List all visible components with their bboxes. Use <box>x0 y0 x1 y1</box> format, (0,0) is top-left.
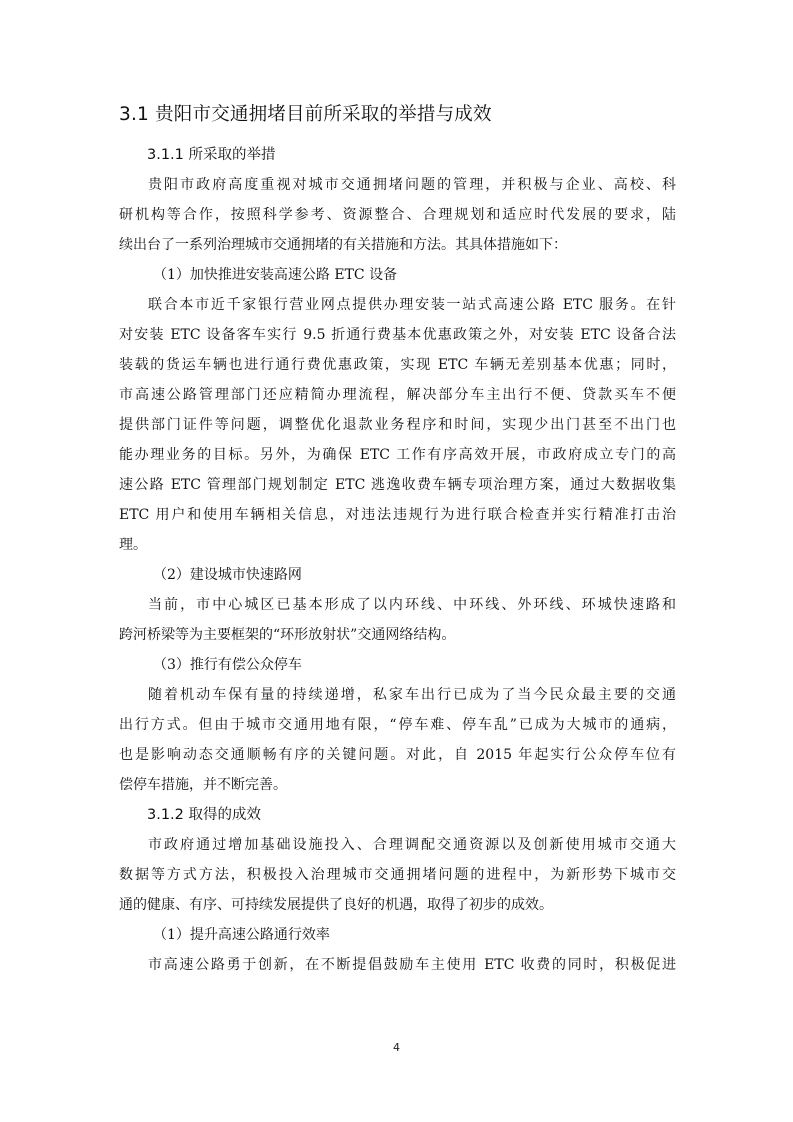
text-line: 提供部门证件等问题，调整优化退款业务程序和时间，实现少出门甚至不出门也 <box>119 417 676 433</box>
text-line: 研机构等合作，按照科学参考、资源整合、合理规划和适应时代发展的要求，陆 <box>119 207 676 223</box>
measure-3-title: （3）推行有偿公众停车 <box>153 657 302 673</box>
paragraph-result-1 <box>119 950 676 980</box>
result-1-title: （1）提升高速公路通行效率 <box>153 927 330 943</box>
measure-1-title: （1）加快推进安装高速公路 ETC 设备 <box>153 267 398 283</box>
text-line: 出行方式。但由于城市交通用地有限，“停车难、停车乱”已成为大城市的通病， <box>119 717 676 733</box>
paragraph-measure-2 <box>119 590 676 650</box>
text-line: 理。 <box>119 537 147 553</box>
paragraph-results-intro <box>119 830 676 920</box>
text-line: 续出台了一系列治理城市交通拥堵的有关措施和方法。其具体措施如下： <box>119 237 567 253</box>
text-line: ETC 用户和使用车辆相关信息，对违法违规行为进行联合检查并实行精准打击治 <box>119 507 676 523</box>
subsection-heading-results: 3.1.2 取得的成效 <box>147 807 262 823</box>
page-number: 4 <box>393 1041 400 1054</box>
paragraph-measure-1 <box>119 290 676 560</box>
text-line: 也是影响动态交通顺畅有序的关键问题。对此，自 2015 年起实行公众停车位有 <box>119 747 676 763</box>
text-line: 市政府通过增加基础设施投入、合理调配交通资源以及创新使用城市交通大 <box>148 837 676 853</box>
text-line: 能办理业务的目标。另外，为确保 ETC 工作有序高效开展，市政府成立专门的高 <box>119 447 676 463</box>
measure-2-title: （2）建设城市快速路网 <box>153 567 302 583</box>
document-body <box>119 98 676 980</box>
subsection-heading-measures: 3.1.1 所采取的举措 <box>147 147 276 163</box>
section-title: 3.1 贵阳市交通拥堵目前所采取的举措与成效 <box>119 104 492 125</box>
text-line: 跨河桥梁等为主要框架的“环形放射状”交通网络结构。 <box>119 627 456 643</box>
paragraph-measure-3 <box>119 680 676 800</box>
text-line: 通的健康、有序、可持续发展提供了良好的机遇，取得了初步的成效。 <box>119 897 553 913</box>
paragraph-measures-intro <box>119 170 676 260</box>
text-line: 装载的货运车辆也进行通行费优惠政策，实现 ETC 车辆无差别基本优惠；同时， <box>119 357 676 373</box>
text-line: 市高速公路勇于创新，在不断提倡鼓励车主使用 ETC 收费的同时，积极促进 <box>148 957 676 973</box>
text-line: 速公路 ETC 管理部门规划制定 ETC 逃逸收费车辆专项治理方案，通过大数据收集 <box>119 477 676 493</box>
text-line: 联合本市近千家银行营业网点提供办理安装一站式高速公路 ETC 服务。在针 <box>148 297 676 313</box>
text-line: 数据等方式方法，积极投入治理城市交通拥堵问题的进程中，为新形势下城市交 <box>119 867 676 883</box>
text-line: 当前，市中心城区已基本形成了以内环线、中环线、外环线、环城快速路和 <box>148 597 676 613</box>
text-line: 偿停车措施，并不断完善。 <box>119 777 287 793</box>
text-line: 贵阳市政府高度重视对城市交通拥堵问题的管理，并积极与企业、高校、科 <box>148 177 676 193</box>
text-line: 市高速公路管理部门还应精简办理流程，解决部分车主出行不便、贷款买车不便 <box>119 387 676 403</box>
text-line: 对安装 ETC 设备客车实行 9.5 折通行费基本优惠政策之外，对安装 ETC 设备合法 <box>119 327 676 343</box>
text-line: 随着机动车保有量的持续递增，私家车出行已成为了当今民众最主要的交通 <box>148 687 676 703</box>
